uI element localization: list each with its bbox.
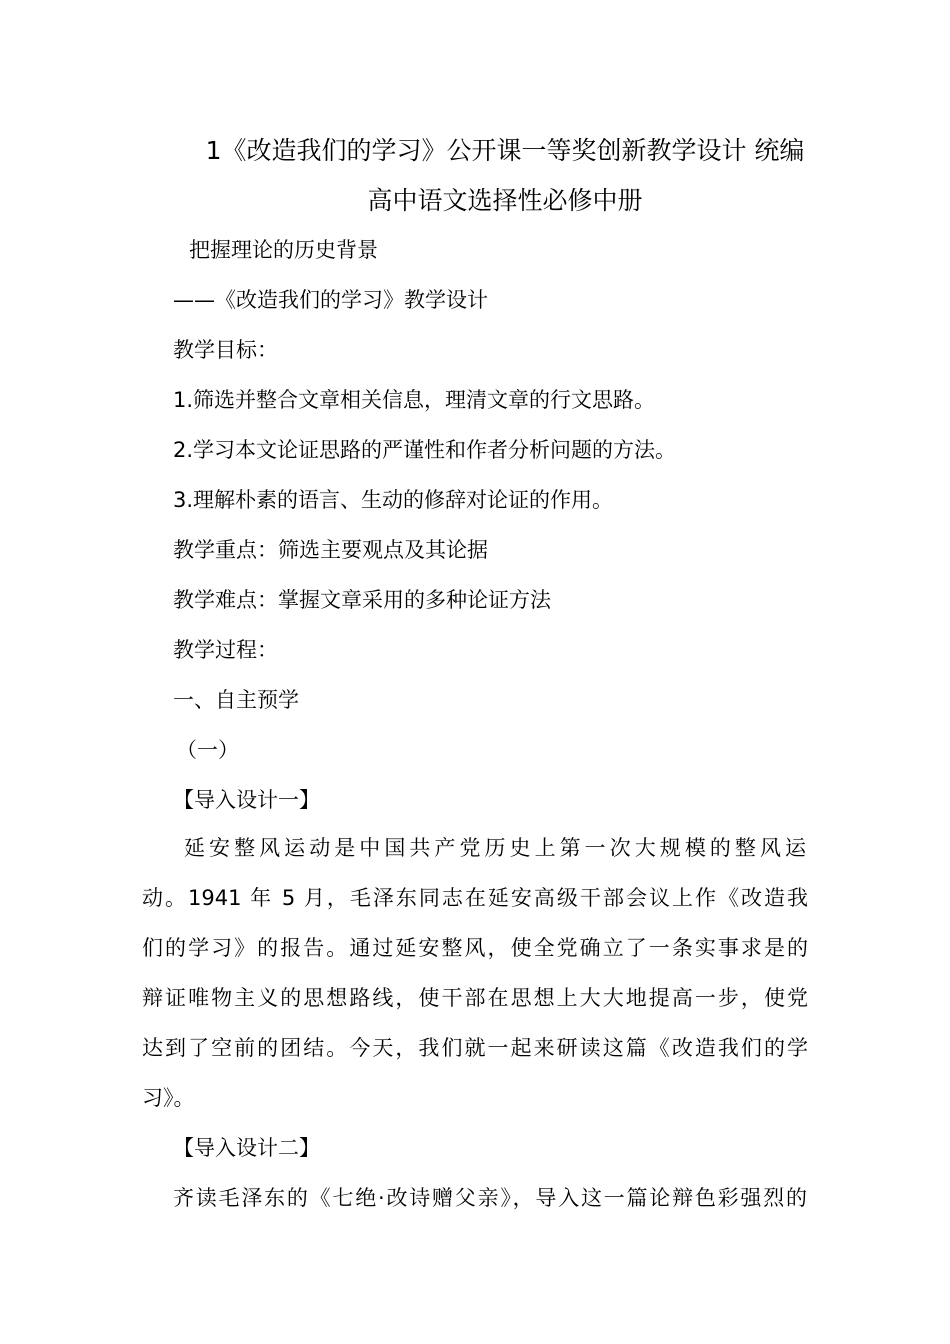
intro-design-heading: 【导入设计二】 (173, 1136, 320, 1160)
objective-item: 1.筛选并整合文章相关信息，理清文章的行文思路。 (173, 388, 656, 412)
objective-item: 3.理解朴素的语言、生动的修辞对论证的作用。 (173, 488, 614, 512)
paragraph-line: 习》。 (142, 1086, 195, 1110)
difficult-point: 教学难点：掌握文章采用的多种论证方法 (173, 588, 551, 612)
subsection-heading: （一） (176, 738, 239, 762)
paragraph-line: 齐读毛泽东的《七绝·改诗赠父亲》，导入这一篇论辩色彩强烈的 (173, 1186, 807, 1210)
intro-design-heading: 【导入设计一】 (173, 788, 320, 812)
paragraph-line: 辩证唯物主义的思想路线，使干部在思想上大大地提高一步，使党 (142, 986, 808, 1010)
document-title-line-2: 高中语文选择性必修中册 (367, 186, 643, 215)
objective-item: 2.学习本文论证思路的严谨性和作者分析问题的方法。 (173, 438, 677, 462)
subtitle: 把握理论的历史背景 (189, 238, 378, 262)
process-heading: 教学过程： (173, 638, 278, 662)
document-title-line-1: 1《改造我们的学习》公开课一等奖创新教学设计 统编 (205, 136, 805, 165)
paragraph-line: 延安整风运动是中国共产党历史上第一次大规模的整风运 (184, 836, 806, 860)
key-point: 教学重点：筛选主要观点及其论据 (173, 538, 488, 562)
paragraph-line: 达到了空前的团结。今天，我们就一起来研读这篇《改造我们的学 (142, 1036, 808, 1060)
section-heading: 一、自主预学 (173, 688, 299, 712)
subtitle-design: ——《改造我们的学习》教学设计 (173, 288, 488, 312)
paragraph-line: 们的学习》的报告。通过延安整风，使全党确立了一条实事求是的 (142, 936, 808, 960)
paragraph-line: 动。1941 年 5 月，毛泽东同志在延安高级干部会议上作《改造我 (142, 886, 808, 910)
objectives-heading: 教学目标： (173, 338, 278, 362)
